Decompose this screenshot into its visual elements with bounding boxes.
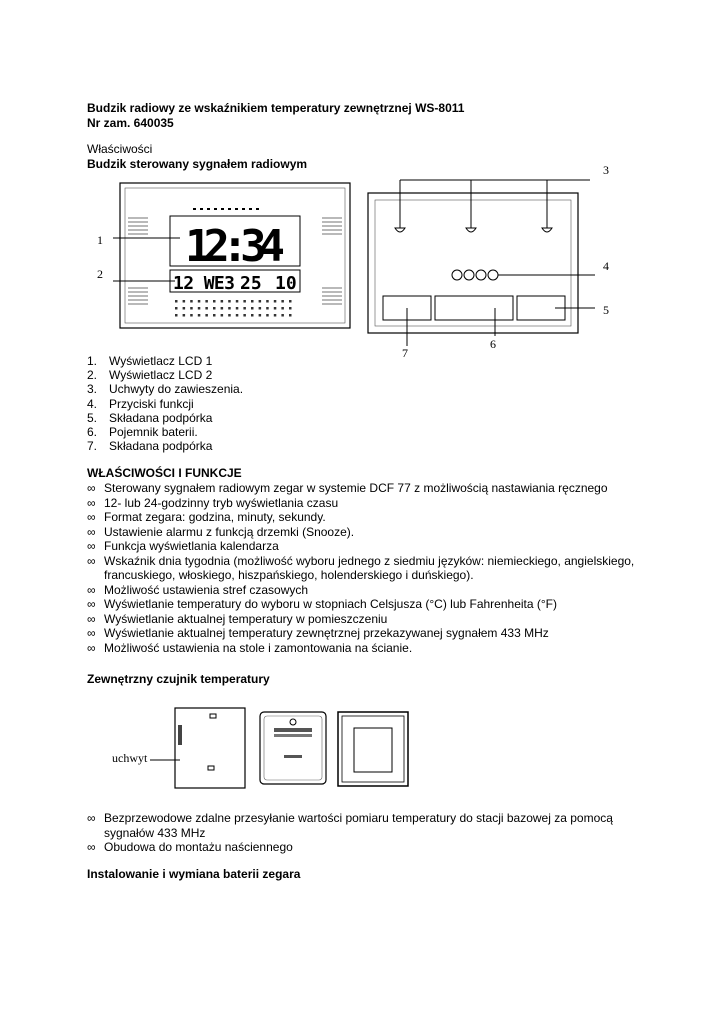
bullet-text: Wyświetlanie temperatury do wyboru w stopniach Celsjusza (°C) lub Fahrenheita (°F) (104, 597, 557, 611)
lcd2-temp: 25 (240, 273, 262, 294)
clock-back-view (368, 180, 595, 346)
clock-button-dot (289, 300, 292, 303)
clock-button-dot (190, 307, 193, 310)
bullet-item (87, 510, 647, 525)
parts-list-item (87, 439, 243, 453)
clock-button-dot (198, 314, 201, 317)
clock-button-dot (221, 300, 224, 303)
bullet-item (87, 554, 647, 583)
clock-button-dot (251, 314, 254, 317)
clock-button-dot (205, 307, 208, 310)
bullet-item (87, 840, 647, 855)
sensor-heading: Zewnętrzny czujnik temperatury (87, 672, 270, 686)
parts-list-item (87, 411, 243, 425)
clock-button-dot (243, 307, 246, 310)
bullet-item (87, 496, 647, 511)
parts-list-number: 7. (87, 439, 98, 454)
clock-diagram (85, 158, 630, 358)
bullet-item (87, 481, 647, 496)
properties-label: Właściwości (87, 142, 153, 156)
bullet-text: Obudowa do montażu naściennego (104, 840, 293, 854)
clock-button-dot (228, 307, 231, 310)
bullet-text: Funkcja wyświetlania kalendarza (104, 539, 279, 553)
clock-button-dot (198, 300, 201, 303)
clock-button-dot (259, 307, 262, 310)
bullet-marker: ∞ (87, 539, 96, 553)
clock-button-dot (175, 314, 178, 317)
bullet-item (87, 583, 647, 598)
bullet-item (87, 641, 647, 656)
bullet-item (87, 626, 647, 641)
sensor-frame-view (338, 712, 408, 786)
sensor-front-view (260, 712, 326, 784)
bullet-text: Możliwość ustawienia na stole i zamontowania na ścianie. (104, 640, 413, 655)
bullet-text: Format zegara: godzina, minuty, sekundy. (104, 510, 326, 524)
callout-6: 6 (490, 337, 496, 351)
callout-7: 7 (402, 346, 408, 358)
parts-list-item (87, 425, 243, 439)
bullet-marker: ∞ (87, 840, 96, 854)
clock-button-dot (243, 300, 246, 303)
parts-list-item (87, 397, 243, 411)
clock-button-dot (281, 314, 284, 317)
callout-4: 4 (603, 259, 609, 273)
features-list (87, 481, 647, 655)
clock-button-dot (266, 307, 269, 310)
bullet-marker: ∞ (87, 582, 96, 597)
clock-button-dot (183, 307, 186, 310)
bullet-marker: ∞ (87, 510, 96, 524)
clock-button-dot (213, 300, 216, 303)
parts-list-number: 4. (87, 396, 98, 411)
battery-heading: Instalowanie i wymiana baterii zegara (87, 867, 301, 881)
title-line-1: Budzik radiowy ze wskaźnikiem temperatury zewnętrznej WS-8011 (87, 101, 465, 115)
parts-list-label: Wyświetlacz LCD 2 (109, 368, 213, 383)
lcd2-day: 12 WE3 (173, 273, 235, 294)
callout-2: 2 (97, 267, 103, 281)
bullet-text: Wyświetlanie aktualnej temperatury zewnętrznej przekazywanej sygnałem 433 MHz (104, 626, 549, 640)
parts-list-label: Składana podpórka (109, 410, 213, 425)
properties-subtitle: Budzik sterowany sygnałem radiowym (87, 156, 308, 171)
clock-button-dot (236, 314, 239, 317)
clock-button-dot (190, 314, 193, 317)
parts-list-number: 5. (87, 410, 98, 425)
clock-button-dot (190, 300, 193, 303)
bullet-marker: ∞ (87, 811, 96, 825)
bullet-item (87, 811, 647, 840)
bullet-marker: ∞ (87, 626, 96, 640)
clock-button-dot (289, 307, 292, 310)
clock-button-dot (266, 300, 269, 303)
bullet-item (87, 597, 647, 612)
clock-button-dot (251, 307, 254, 310)
clock-button-dot (243, 314, 246, 317)
parts-list-number: 1. (87, 354, 98, 368)
bullet-marker: ∞ (87, 524, 96, 539)
callout-5: 5 (603, 303, 609, 317)
clock-button-dot (259, 300, 262, 303)
clock-button-dot (251, 300, 254, 303)
clock-button-dot (213, 307, 216, 310)
parts-list-item (87, 354, 243, 368)
parts-list-number: 2. (87, 368, 98, 383)
sensor-diagram (110, 700, 430, 795)
lcd2-right: 10 (275, 273, 297, 294)
parts-list-label: Uchwyty do zawieszenia. (109, 382, 244, 397)
parts-list-number: 3. (87, 382, 98, 397)
clock-button-dot (281, 307, 284, 310)
clock-button-dot (175, 300, 178, 303)
clock-button-dot (228, 314, 231, 317)
document-title (87, 101, 464, 130)
clock-button-dot (236, 300, 239, 303)
clock-button-dot (274, 314, 277, 317)
clock-button-dot (198, 307, 201, 310)
clock-button-dot (205, 300, 208, 303)
bullet-item (87, 525, 647, 540)
bullet-text: Wskaźnik dnia tygodnia (możliwość wyboru jednego z siedmiu języków: niemieckiego, angielskiego, francuskiego, włoskiego, hiszpańskiego, holenderskiego i duńskiego). (104, 553, 635, 582)
title-line-2: Nr zam. 640035 (87, 115, 174, 130)
parts-list (87, 354, 243, 453)
bullet-text: Możliwość ustawienia stref czasowych (104, 582, 309, 597)
bullet-text: Wyświetlanie aktualnej temperatury w pomieszczeniu (104, 611, 388, 626)
bullet-text: Sterowany sygnałem radiowym zegar w systemie DCF 77 z możliwością nastawiania ręcznego (104, 481, 608, 495)
bullet-marker: ∞ (87, 495, 96, 510)
parts-list-label: Wyświetlacz LCD 1 (109, 354, 213, 368)
clock-button-dot (213, 314, 216, 317)
lcd1-time: 12:34 (185, 221, 285, 272)
clock-button-dot (289, 314, 292, 317)
bullet-text: 12- lub 24-godzinny tryb wyświetlania czasu (104, 495, 339, 510)
sensor-list (87, 811, 647, 855)
clock-button-dot (175, 307, 178, 310)
clock-button-dot (274, 300, 277, 303)
bullet-text: Bezprzewodowe zdalne przesyłanie wartości pomiaru temperatury do stacji bazowej za pomocą sygnałów 433 MHz (104, 811, 613, 840)
clock-button-dot (183, 314, 186, 317)
callout-3: 3 (603, 163, 609, 177)
bullet-item (87, 612, 647, 627)
parts-list-label: Składana podpórka (109, 439, 213, 454)
bullet-text: Ustawienie alarmu z funkcją drzemki (Snooze). (104, 524, 355, 539)
bullet-marker: ∞ (87, 640, 96, 655)
clock-button-dot (236, 307, 239, 310)
parts-list-label: Pojemnik baterii. (109, 424, 198, 439)
clock-button-dot (259, 314, 262, 317)
parts-list-number: 6. (87, 424, 98, 439)
clock-button-dot (221, 314, 224, 317)
clock-button-dot (266, 314, 269, 317)
parts-list-item (87, 368, 243, 382)
clock-button-dot (205, 314, 208, 317)
clock-front-view (113, 183, 350, 328)
clock-button-dot (228, 300, 231, 303)
sensor-back-view (150, 708, 245, 788)
bullet-marker: ∞ (87, 597, 96, 611)
clock-button-dot (281, 300, 284, 303)
bullet-marker: ∞ (87, 481, 96, 495)
parts-list-label: Przyciski funkcji (109, 396, 194, 411)
clock-button-dot (221, 307, 224, 310)
bullet-marker: ∞ (87, 553, 96, 568)
clock-button-dot (183, 300, 186, 303)
callout-1: 1 (97, 233, 103, 247)
parts-list-item (87, 382, 243, 396)
features-heading: WŁAŚCIWOŚCI I FUNKCJE (87, 466, 242, 480)
holder-label: uchwyt (112, 751, 148, 765)
clock-button-dot (274, 307, 277, 310)
bullet-marker: ∞ (87, 611, 96, 626)
bullet-item (87, 539, 647, 554)
